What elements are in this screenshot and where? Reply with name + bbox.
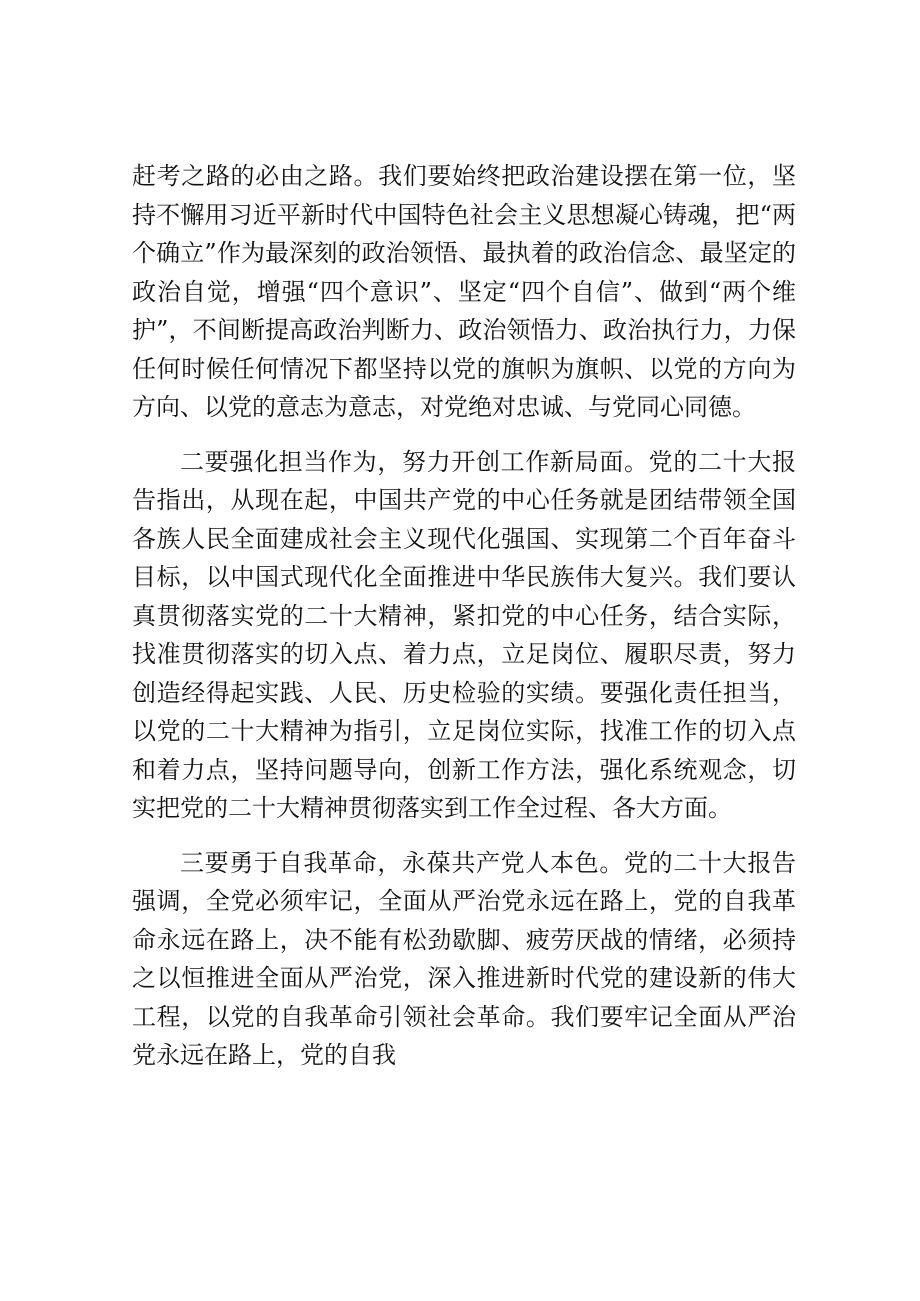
paragraph-3: 三要勇于自我革命，永葆共产党人本色。党的二十大报告强调，全党必须牢记，全面从严治党永远在路上，党的自我革命永远在路上，决不能有松劲歇脚、疲劳厌战的情绪，必须持之以恒推进全面从严治党，深入推进新时代党的建设新的伟大工程，以党的自我革命引领社会革命。我们要牢记全面从严治党永远在路上，党的自我 [132, 848, 796, 1069]
paragraph-2: 二要强化担当作为，努力开创工作新局面。党的二十大报告指出，从现在起，中国共产党的中心任务就是团结带领全国各族人民全面建成社会主义现代化强国、实现第二个百年奋斗目标，以中国式现代化全面推进中华民族伟大复兴。我们要认真贯彻落实党的二十大精神，紧扣党的中心任务，结合实际，找准贯彻落实的切入点、着力点，立足岗位、履职尽责，努力创造经得起实践、人民、历史检验的实绩。要强化责任担当，以党的二十大精神为指引，立足岗位实际，找准工作的切入点和着力点，坚持问题导向，创新工作方法，强化系统观念，切实把党的二十大精神贯彻落实到工作全过程、各大方面。 [132, 447, 796, 822]
document-body [132, 157, 796, 1091]
paragraph-1: 赶考之路的必由之路。我们要始终把政治建设摆在第一位，坚持不懈用习近平新时代中国特色社会主义思想凝心铸魂，把“两个确立”作为最深刻的政治领悟、最执着的政治信念、最坚定的政治自觉，增强“四个意识”、坚定“四个自信”、做到“两个维护”，不间断提高政治判断力、政治领悟力、政治执行力，力保任何时候任何情况下都坚持以党的旗帜为旗帜、以党的方向为方向、以党的意志为意志，对党绝对忠诚、与党同心同德。 [132, 162, 796, 421]
